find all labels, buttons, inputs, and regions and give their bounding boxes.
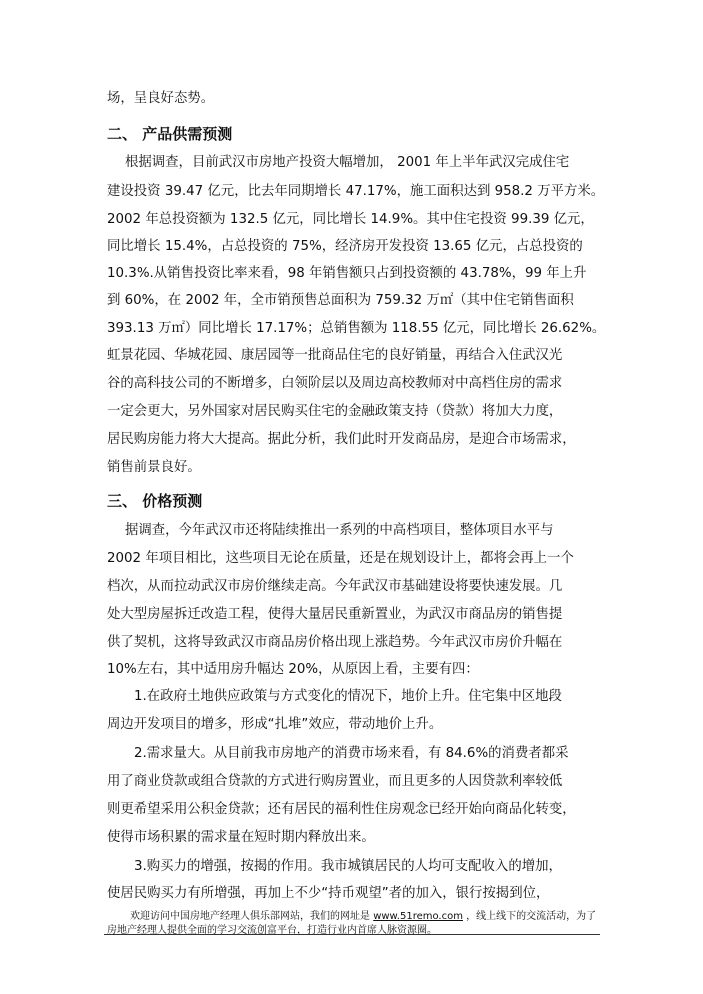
footer-text-pre: 欢迎访问中国房地产经理人俱乐部网站，我们的网址是 <box>130 911 374 922</box>
footer-website-link[interactable]: www.51remo.com <box>373 911 463 922</box>
text-line: 据调查，今年武汉市还将陆续推出一系列的中高档项目，整体项目水平与 <box>125 523 554 538</box>
text-line: 同比增长 15.4%，占总投资的 75%，经济房开发投资 13.65 亿元，占总投资的 <box>107 239 583 254</box>
text-line: 用了商业贷款或组合贷款的方式进行购房置业，而且更多的人因贷款利率较低 <box>107 774 563 789</box>
text-line: 到 60%，在 2002 年，全市销预售总面积为 759.32 万㎡（其中住宅销售面积 <box>107 293 574 308</box>
text-line: 根据调查，目前武汉市房地产投资大幅增加， 2001 年上半年武汉完成住宅 <box>125 155 570 170</box>
text-line: 10%左右，其中适用房升幅达 20%，从原因上看，主要有四： <box>107 662 479 677</box>
numbered-point-3: 3.购买力的增强，按揭的作用。我市城镇居民的人均可支配收入的增加， <box>134 859 562 874</box>
paragraph-tail: 场，呈良好态势。 <box>107 91 215 106</box>
text-line: 周边开发项目的增多，形成“扎堆”效应，带动地价上升。 <box>107 717 443 732</box>
numbered-point-2: 2.需求量大。从目前我市房地产的消费市场来看，有 84.6%的消费者都采 <box>134 746 569 761</box>
section-heading-supply-demand: 二、 产品供需预测 <box>107 125 233 143</box>
footer-line-2: 房地产经理人提供全面的学习交流创富平台，打造行业内首席人脉资源圈。 <box>107 925 437 936</box>
text-line: 供了契机，这将导致武汉市商品房价格出现上涨趋势。今年武汉市房价升幅在 <box>107 635 563 650</box>
numbered-point-1: 1.在政府土地供应政策与方式变化的情况下，地价上升。住宅集中区地段 <box>134 689 562 704</box>
text-line: 一定会更大，另外国家对居民购买住宅的金融政策支持（贷款）将加大力度， <box>107 404 563 419</box>
text-line: 销售前景良好。 <box>107 460 201 475</box>
text-line: 建设投资 39.47 亿元，比去年同期增长 47.17%，施工面积达到 958.2 万平方米。 <box>107 184 605 199</box>
text-line: 居民购房能力将大大提高。据此分析，我们此时开发商品房，是迎合市场需求， <box>107 432 576 447</box>
text-line: 使得市场积累的需求量在短时期内释放出来。 <box>107 830 375 845</box>
text-line: 处大型房屋拆迁改造工程，使得大量居民重新置业，为武汉市商品房的销售提 <box>107 607 563 622</box>
text-line: 档次，从而拉动武汉市房价继续走高。今年武汉市基础建设将要快速发展。几 <box>107 579 563 594</box>
footer-divider <box>104 934 600 935</box>
text-line: 虹景花园、华城花园、康居园等一批商品住宅的良好销量，再结合入住武汉光 <box>107 348 563 363</box>
footer-text-post: ，线上线下的交流活动，为了 <box>462 911 597 922</box>
text-line: 393.13 万㎡）同比增长 17.17%；总销售额为 118.55 亿元，同比增长 26.62%。 <box>107 321 606 336</box>
text-line: 则更希望采用公积金贷款；还有居民的福利性住房观念已经开始向商品化转变， <box>107 802 576 817</box>
text-line: 2002 年总投资额为 132.5 亿元，同比增长 14.9%。其中住宅投资 99.39 亿元， <box>107 212 594 227</box>
text-line: 2002 年项目相比，这些项目无论在质量，还是在规划设计上，都将会再上一个 <box>107 551 574 566</box>
footer-line-1 <box>130 907 596 922</box>
section-heading-price-forecast: 三、 价格预测 <box>107 492 203 510</box>
text-line: 10.3%.从销售投资比率来看，98 年销售额只占到投资额的 43.78%，99 年上升 <box>107 266 587 281</box>
text-line: 使居民购买力有所增强，再加上不少“持币观望”者的加入，银行按揭到位， <box>107 886 550 901</box>
text-line: 谷的高科技公司的不断增多，白领阶层以及周边高校教师对中高档住房的需求 <box>107 376 563 391</box>
